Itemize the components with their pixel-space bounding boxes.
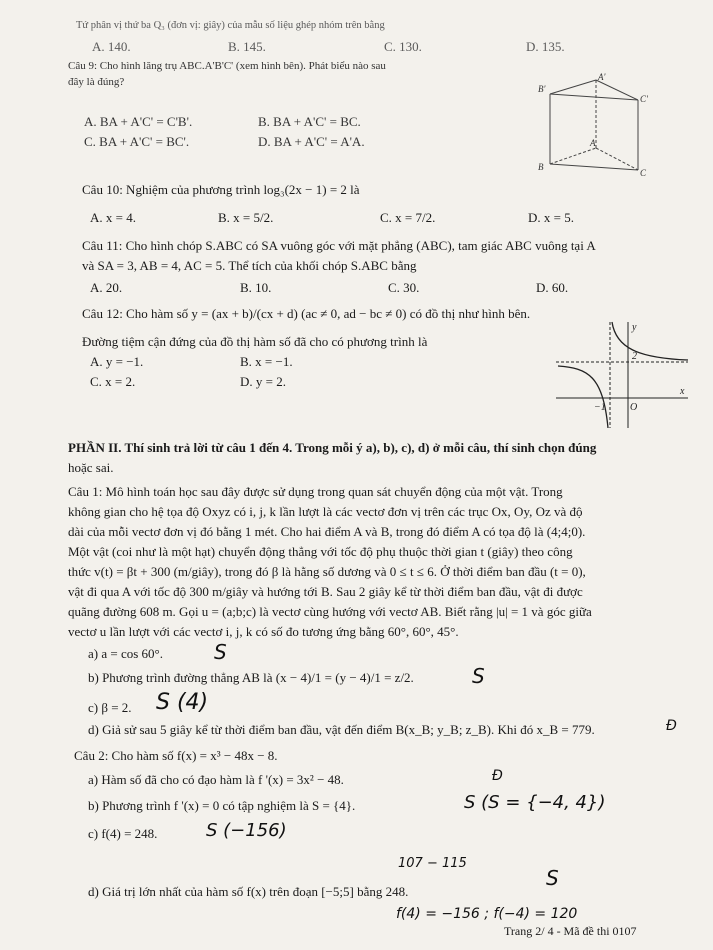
label-a: A xyxy=(590,138,596,148)
hand-answer-1c: S (4) xyxy=(156,690,209,715)
graph-tick-2: 2 xyxy=(632,351,637,362)
q12-option-b: B. x = −1. xyxy=(240,354,293,369)
q10-option-a: A. x = 4. xyxy=(90,210,136,225)
hand-note-2d-1: 107 − 115 xyxy=(398,856,467,871)
hand-answer-2d: S xyxy=(546,866,559,890)
prism-figure xyxy=(530,72,670,182)
graph-x-label: x xyxy=(680,386,685,397)
p2-statement-c: c) f(4) = 248. xyxy=(88,826,158,841)
top-option-c: C. 130. xyxy=(384,39,422,54)
q9-option-a: A. BA + A'C' = C'B'. xyxy=(84,114,193,129)
page-footer: Trang 2/ 4 - Mã đề thi 0107 xyxy=(504,924,637,938)
q9-option-d: D. BA + A'C' = A'A. xyxy=(258,134,365,149)
label-c-prime: C' xyxy=(640,94,648,104)
hyperbola-graph xyxy=(548,318,698,430)
p1-statement-b: b) Phương trình đường thẳng AB là (x − 4)/1 = (y − 4)/1 = z/2. xyxy=(88,670,414,685)
q11-option-a: A. 20. xyxy=(90,280,123,295)
top-intro: Tứ phân vị thứ ba Q₃ (đơn vị: giây) của mẫu số liệu ghép nhóm trên bằng xyxy=(76,20,385,31)
top-option-a: A. 140. xyxy=(92,39,131,54)
part2-line1: PHẦN II. Thí sinh trả lời từ câu 1 đến 4. Trong mỗi ý a), b), c), d) ở mỗi câu, thí sinh chọn đúng xyxy=(68,440,597,455)
hand-answer-2c: S (−156) xyxy=(206,820,287,841)
hand-answer-1b: S xyxy=(472,664,485,688)
p1-statement-d: d) Giả sử sau 5 giây kể từ thời điểm ban đầu, vật đến điểm B(x_B; y_B; z_B). Khi đó x_B = 779. xyxy=(88,722,595,737)
q10-option-b: B. x = 5/2. xyxy=(218,210,274,225)
q12-option-c: C. x = 2. xyxy=(90,374,136,389)
q10-option-c: C. x = 7/2. xyxy=(380,210,436,225)
p1-line5: thức v(t) = βt + 300 (m/giây), trong đó β là hằng số dương và 0 ≤ t ≤ 6. Ở thời điểm ban đầu (t = 0), xyxy=(68,564,586,579)
graph-origin: O xyxy=(630,402,638,413)
hand-answer-2a: Đ xyxy=(492,768,503,784)
p1-statement-a: a) a = cos 60°. xyxy=(88,646,163,661)
q11-option-d: D. 60. xyxy=(536,280,569,295)
p2-statement-a: a) Hàm số đã cho có đạo hàm là f '(x) = 3x² − 48. xyxy=(88,772,344,787)
p1-line6: vật đi qua A với tốc độ 300 m/giây và hướng tới B. Sau 2 giây kể từ thời điểm ban đầu, vật đi được xyxy=(68,584,583,599)
q9-line2: đây là đúng? xyxy=(68,76,125,88)
p1-line8: vectơ u lần lượt với các vectơ i, j, k có số đo tương ứng bằng 60°, 60°, 45°. xyxy=(68,624,459,639)
q9-option-c: C. BA + A'C' = BC'. xyxy=(84,134,190,149)
p1-line2: không gian cho hệ tọa độ Oxyz có i, j, k lần lượt là các vectơ đơn vị trên các trục Ox, Oy, Oz và độ xyxy=(68,504,583,519)
q11-line2: và SA = 3, AB = 4, AC = 5. Thể tích của khối chóp S.ABC bằng xyxy=(82,258,417,273)
graph-tick-minus1: −1 xyxy=(594,402,606,413)
q12-option-d: D. y = 2. xyxy=(240,374,286,389)
q11-option-b: B. 10. xyxy=(240,280,272,295)
top-option-b: B. 145. xyxy=(228,39,266,54)
hand-answer-1d: Đ xyxy=(666,718,677,734)
part2-line2: hoặc sai. xyxy=(68,460,114,475)
q10-question: Câu 10: Nghiệm của phương trình log₃(2x − 1) = 2 là xyxy=(82,182,360,197)
q9-option-b: B. BA + A'C' = BC. xyxy=(258,114,361,129)
q9-line1: Câu 9: Cho hình lăng trụ ABC.A'B'C' (xem hình bên). Phát biểu nào sau xyxy=(68,60,386,72)
q11-line1: Câu 11: Cho hình chóp S.ABC có SA vuông góc với mặt phẳng (ABC), tam giác ABC vuông tại A xyxy=(82,238,596,253)
q10-option-d: D. x = 5. xyxy=(528,210,574,225)
top-option-d: D. 135. xyxy=(526,39,565,54)
q11-option-c: C. 30. xyxy=(388,280,420,295)
label-a-prime: A' xyxy=(598,72,606,82)
p1-line1: Câu 1: Mô hình toán học sau đây được sử dụng trong quan sát chuyển động của một vật. Trong xyxy=(68,484,563,499)
p2-statement-d: d) Giá trị lớn nhất của hàm số f(x) trên đoạn [−5;5] bằng 248. xyxy=(88,884,409,899)
p1-line4: Một vật (coi như là một hạt) chuyển động thẳng với tốc độ phụ thuộc thời gian t (giây) theo công xyxy=(68,544,573,559)
p1-statement-c: c) β = 2. xyxy=(88,700,132,715)
graph-y-label: y xyxy=(632,322,637,333)
p2-title: Câu 2: Cho hàm số f(x) = x³ − 48x − 8. xyxy=(74,748,278,763)
q12-option-a: A. y = −1. xyxy=(90,354,144,369)
label-c: C xyxy=(640,168,647,178)
hand-answer-2b: S (S = {−4, 4}) xyxy=(464,792,606,813)
q12-line2: Đường tiệm cận đứng của đồ thị hàm số đã cho có phương trình là xyxy=(82,334,428,349)
hand-note-2d-2: f(4) = −156 ; f(−4) = 120 xyxy=(396,906,578,922)
q12-line1: Câu 12: Cho hàm số y = (ax + b)/(cx + d) (ac ≠ 0, ad − bc ≠ 0) có đồ thị như hình bên. xyxy=(82,306,531,321)
p1-line3: dài của mỗi vectơ đơn vị đó bằng 1 mét. Cho hai điểm A và B, trong đó điểm A có tọa độ là (4;4;0). xyxy=(68,524,586,539)
hand-answer-1a: S xyxy=(214,640,227,664)
label-b-prime: B' xyxy=(538,84,546,94)
p2-statement-b: b) Phương trình f '(x) = 0 có tập nghiệm là S = {4}. xyxy=(88,798,356,813)
label-b: B xyxy=(538,162,544,172)
p1-line7: quãng đường 608 m. Gọi u = (a;b;c) là vectơ cùng hướng với vectơ AB. Biết rằng |u| = 1 và góc giữa xyxy=(68,604,592,619)
